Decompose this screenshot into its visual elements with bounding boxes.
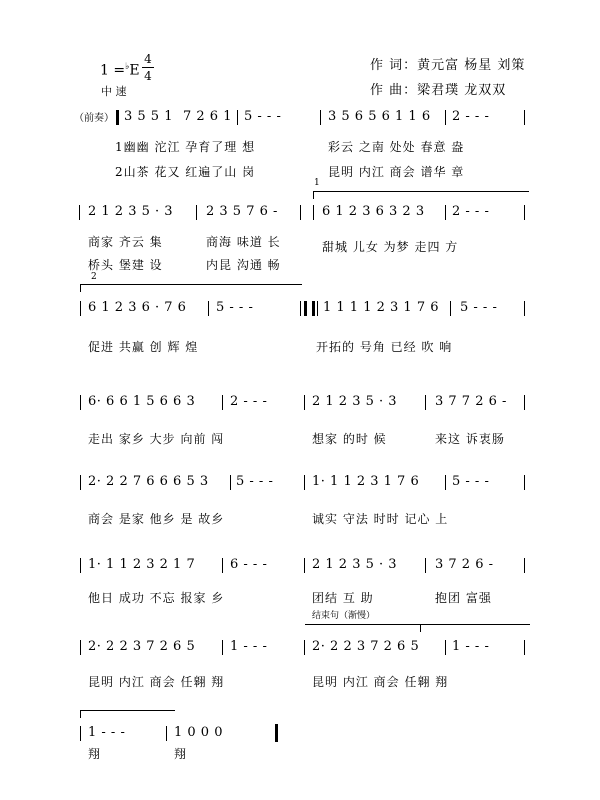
row4-measure4: 3 7 7 2 6 - [435, 394, 507, 409]
row3-lyrics-verse1: 促进 共赢 创 辉 煌 [88, 340, 199, 354]
barline [445, 640, 446, 655]
row2-lyrics-verse2b: 内昆 沟通 畅 [206, 258, 281, 272]
barline [524, 558, 525, 573]
row2-measure3: 6 1 2 3 6 3 2 3 [322, 204, 425, 219]
row5-measure1: 2· 2 2 7 6 6 6 5 3 [88, 474, 209, 489]
row8-measure1: 1 - - - [88, 725, 126, 740]
row1-measure4: 3 5 6 5 6 1 1 6 [328, 109, 431, 124]
row8-lyrics: 翔 [88, 747, 102, 761]
volta-2-bracket [80, 284, 302, 285]
barline [80, 301, 81, 316]
barline [196, 205, 197, 220]
barline [304, 640, 305, 655]
ritardando-line [305, 624, 420, 625]
barline [222, 395, 223, 410]
barline [425, 395, 426, 410]
barline [320, 110, 321, 125]
key-signature: 1 =♭E [100, 62, 140, 79]
barline [524, 475, 525, 490]
barline [524, 301, 525, 316]
barline [80, 726, 81, 741]
row8-lyrics-b: 翔 [174, 747, 188, 761]
row7-measure2: 1 - - - [230, 639, 268, 654]
row7-lyrics: 昆明 内江 商会 任翱 翔 [88, 675, 225, 689]
row2-measure4: 2 - - - [452, 204, 490, 219]
row1-measure5: 2 - - - [452, 109, 490, 124]
row4-measure1: 6· 6 6 1 5 6 6 3 [88, 394, 196, 409]
start-repeat-bar [317, 301, 318, 316]
lyricist-credit: 作 词：黄元富 杨星 刘策 [370, 58, 526, 73]
volta-2-number: 2 [91, 272, 97, 282]
row4-lyrics-b: 想家 的时 候 [312, 432, 387, 446]
final-bracket [420, 624, 530, 625]
row3-measure3: 1 1 1 1 2 3 1 7 6 [323, 300, 439, 315]
row1-lyrics-verse2b: 昆明 内江 商会 谱华 章 [328, 165, 465, 179]
row6-lyrics-b: 团结 互 助 [312, 591, 374, 605]
row1-lyrics-verse1: 1幽幽 沱江 孕育了理 想 [115, 140, 256, 154]
barline [79, 205, 80, 220]
barline [445, 475, 446, 490]
start-repeat-bar [116, 110, 119, 125]
ending-label: 结束句（渐慢） [312, 611, 376, 621]
barline [445, 110, 446, 125]
end-repeat-bar [300, 301, 301, 316]
row2-lyrics-verse1c: 甜城 儿女 为梦 走四 方 [322, 240, 459, 254]
final-barline [275, 724, 278, 742]
row4-measure3: 2 1 2 3 5 · 3 [312, 394, 398, 409]
time-signature: 4 4 [142, 52, 154, 83]
barline [313, 205, 314, 220]
barline [222, 640, 223, 655]
barline [425, 558, 426, 573]
row2-measure2: 2 3 5 7 6 - [206, 204, 278, 219]
volta-1-number: 1 [314, 178, 320, 188]
row7-measure1: 2· 2 2 3 7 2 6 5 [88, 639, 196, 654]
barline [524, 205, 525, 220]
volta-2-hook [80, 284, 81, 292]
row2-lyrics-verse2: 桥头 堡建 设 [88, 258, 163, 272]
row3-measure1: 6 1 2 3 6 · 7 6 [88, 300, 187, 315]
row4-lyrics-c: 来这 诉衷肠 [435, 432, 505, 446]
last-bracket [80, 710, 175, 711]
barline [222, 558, 223, 573]
row2-measure1: 2 1 2 3 5 · 3 [88, 204, 174, 219]
row6-measure2: 6 - - - [230, 557, 268, 572]
barline [304, 558, 305, 573]
barline [524, 395, 525, 410]
row5-lyrics-b: 诚实 守法 时时 记心 上 [312, 512, 449, 526]
barline [80, 475, 81, 490]
row4-measure2: 2 - - - [230, 394, 268, 409]
row1-measure2: 7 2 6 1 [183, 109, 232, 124]
start-repeat-bar-thick [312, 301, 315, 316]
barline [237, 110, 238, 125]
row6-lyrics: 他日 成功 不忘 报家 乡 [88, 591, 225, 605]
barline [208, 301, 209, 316]
composer-credit: 作 曲：梁君璞 龙双双 [370, 83, 507, 98]
barline [450, 301, 451, 316]
volta-1-bracket [313, 191, 529, 192]
final-bracket-hook [420, 624, 421, 632]
row5-measure3: 1· 1 1 2 3 1 7 6 [312, 474, 420, 489]
row2-lyrics-verse1b: 商海 味道 长 [206, 235, 281, 249]
row3-lyrics-verse1b: 开拓的 号角 已经 吹 响 [316, 340, 453, 354]
row7-lyrics-b: 昆明 内江 商会 任翱 翔 [312, 675, 449, 689]
barline [80, 395, 81, 410]
barline [80, 640, 81, 655]
row7-measure4: 1 - - - [452, 639, 490, 654]
row5-lyrics: 商会 是家 他乡 是 故乡 [88, 512, 225, 526]
row6-lyrics-c: 抱团 富强 [435, 591, 492, 605]
row6-measure4: 3 7 2 6 - [435, 557, 494, 572]
row1-lyrics-verse1b: 彩云 之南 处处 春意 盎 [328, 140, 465, 154]
row6-measure1: 1· 1 1 2 3 2 1 7 [88, 557, 196, 572]
tempo-marking: 中 速 [101, 85, 127, 98]
barline [524, 110, 525, 125]
row1-measure1: 3 5 5 1 [124, 109, 173, 124]
barline [230, 475, 231, 490]
row3-measure4: 5 - - - [460, 300, 498, 315]
barline [524, 640, 525, 655]
row2-lyrics-verse1: 商家 齐云 集 [88, 235, 163, 249]
row6-measure3: 2 1 2 3 5 · 3 [312, 557, 398, 572]
row3-measure2: 5 - - - [216, 300, 254, 315]
row5-measure2: 5 - - - [236, 474, 274, 489]
row7-measure3: 2· 2 2 3 7 2 6 5 [312, 639, 420, 654]
row5-measure4: 5 - - - [452, 474, 490, 489]
barline [445, 205, 446, 220]
barline [80, 558, 81, 573]
row8-measure2: 1 0 0 0 [174, 725, 223, 740]
last-bracket-hook [80, 710, 81, 718]
barline [300, 205, 301, 220]
volta-1-hook [313, 191, 314, 199]
row1-lyrics-verse2: 2山茶 花又 红遍了山 岗 [115, 165, 256, 179]
barline [304, 395, 305, 410]
row4-lyrics: 走出 家乡 大步 向前 闯 [88, 432, 225, 446]
end-repeat-bar-thick [304, 301, 307, 316]
barline [304, 475, 305, 490]
barline [166, 726, 167, 741]
row1-measure3: 5 - - - [244, 109, 282, 124]
prelude-label: （前奏） [74, 113, 114, 124]
